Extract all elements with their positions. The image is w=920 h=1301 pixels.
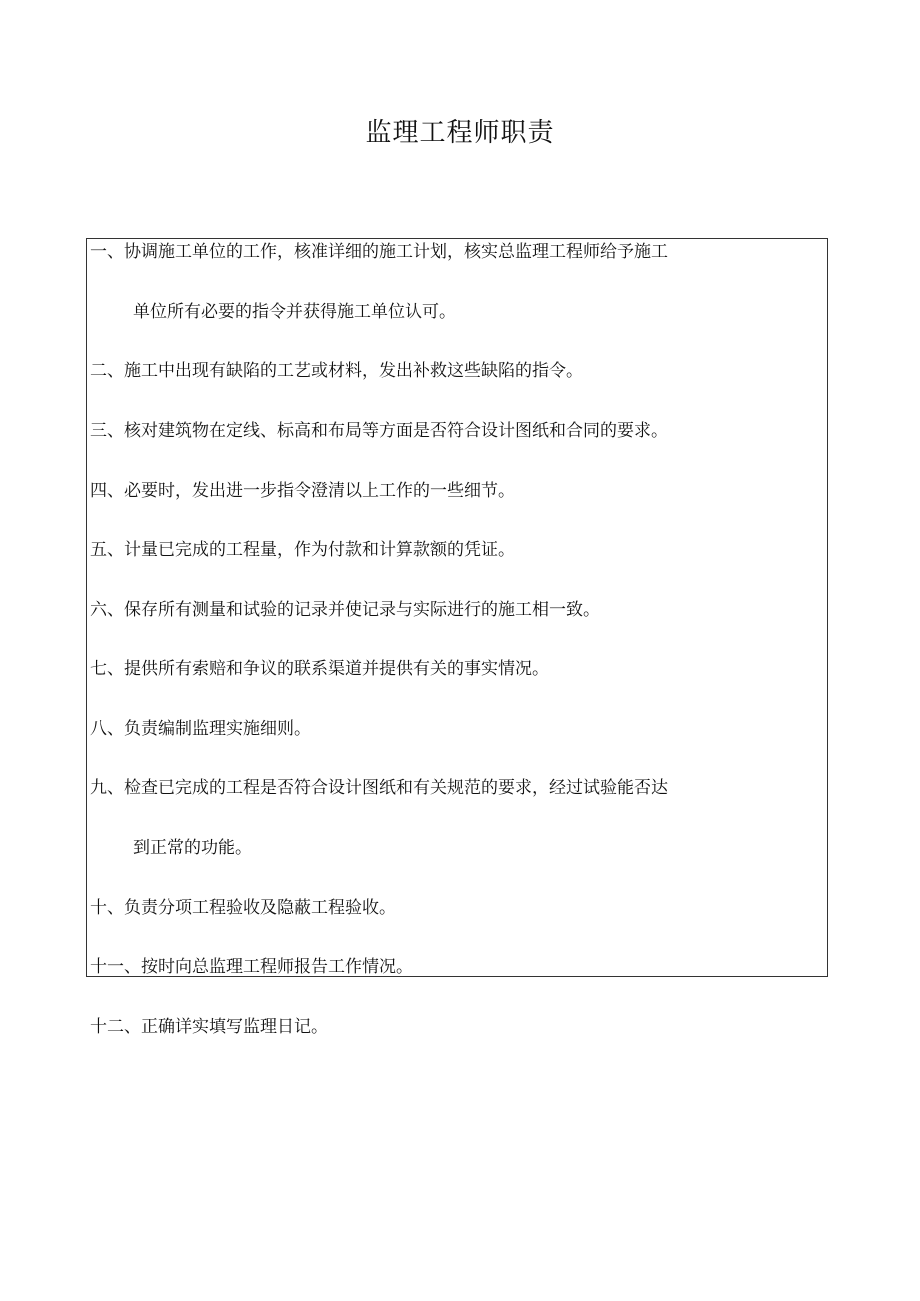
duty-item-8: 八、负责编制监理实施细则。 (90, 719, 311, 739)
duty-item-6: 六、保存所有测量和试验的记录并使记录与实际进行的施工相一致。 (90, 600, 600, 620)
duty-item-2: 二、施工中出现有缺陷的工艺或材料，发出补救这些缺陷的指令。 (90, 361, 583, 381)
duty-item-10: 十、负责分项工程验收及隐蔽工程验收。 (90, 898, 396, 918)
duty-item-4: 四、必要时，发出进一步指令澄清以上工作的一些细节。 (90, 481, 515, 501)
duty-item-12: 十二、正确详实填写监理日记。 (90, 1017, 328, 1037)
duty-item-9-continued: 到正常的功能。 (133, 838, 252, 858)
page-title: 监理工程师职责 (365, 118, 555, 148)
duty-item-9: 九、检查已完成的工程是否符合设计图纸和有关规范的要求，经过试验能否达 (90, 778, 668, 798)
duty-item-5: 五、计量已完成的工程量，作为付款和计算款额的凭证。 (90, 540, 515, 560)
duty-item-3: 三、核对建筑物在定线、标高和布局等方面是否符合设计图纸和合同的要求。 (90, 421, 668, 441)
duty-item-11: 十一、按时向总监理工程师报告工作情况。 (90, 957, 413, 977)
duty-item-1-continued: 单位所有必要的指令并获得施工单位认可。 (133, 302, 456, 322)
duty-item-1: 一、协调施工单位的工作，核准详细的施工计划，核实总监理工程师给予施工 (90, 242, 668, 262)
duty-item-7: 七、提供所有索赔和争议的联系渠道并提供有关的事实情况。 (90, 659, 549, 679)
